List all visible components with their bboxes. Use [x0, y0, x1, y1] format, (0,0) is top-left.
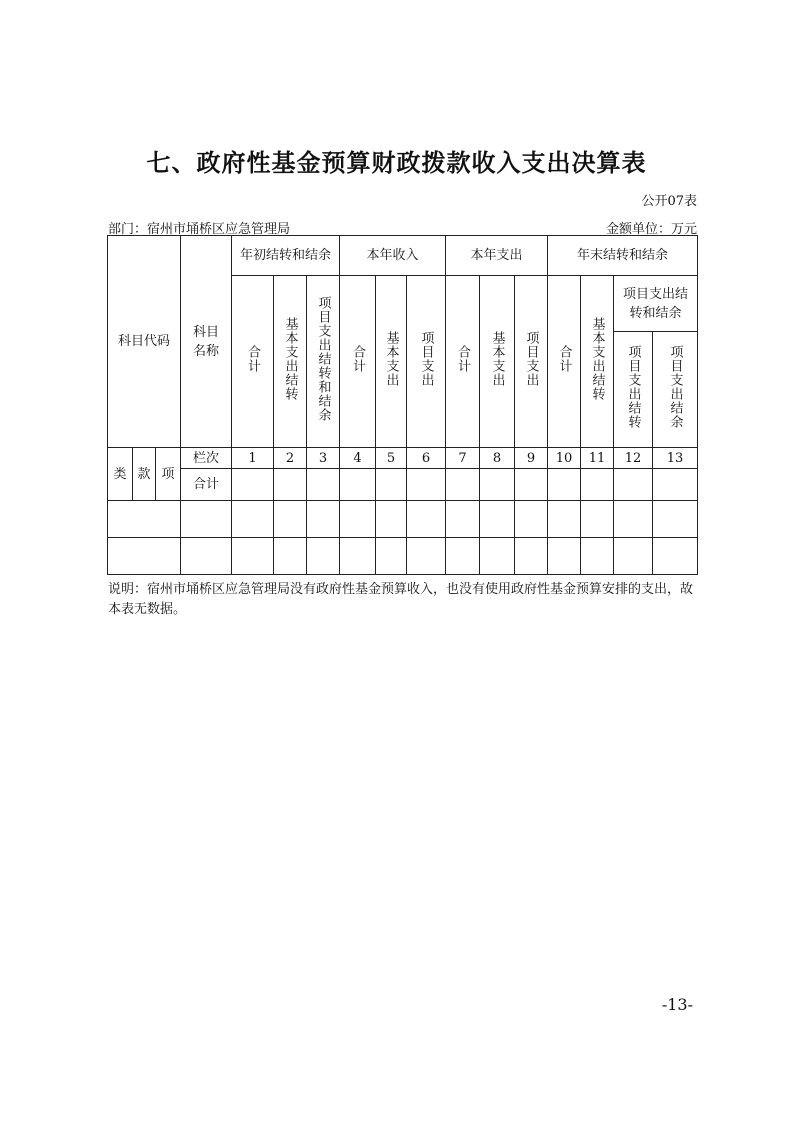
header-end-project: 项目支出结转和结余 [614, 276, 698, 332]
column-number: 1 [232, 448, 274, 469]
header-expense-project: 项目支出 [515, 276, 548, 448]
table-cell [480, 469, 515, 501]
table-cell [407, 501, 446, 538]
column-number: 5 [376, 448, 407, 469]
table-cell [548, 538, 581, 575]
table-cell [653, 469, 698, 501]
table-cell [581, 501, 614, 538]
table-cell [548, 501, 581, 538]
form-number: 公开07表 [641, 194, 697, 209]
column-number: 2 [274, 448, 307, 469]
column-number: 10 [548, 448, 581, 469]
header-expense-basic: 基本支出 [480, 276, 515, 448]
table-cell [108, 538, 181, 575]
table-cell [274, 501, 307, 538]
table-cell [446, 469, 480, 501]
header-begin-basic: 基本支出结转 [274, 276, 307, 448]
table-cell [232, 501, 274, 538]
header-income: 本年收入 [340, 236, 446, 276]
header-begin-project: 项目支出结转和结余 [307, 276, 340, 448]
explanation-note: 说明：宿州市埇桥区应急管理局没有政府性基金预算收入，也没有使用政府性基金预算安排的支出，故本表无数据。 [108, 582, 694, 617]
header-income-project: 项目支出 [407, 276, 446, 448]
table-cell [232, 538, 274, 575]
page-number: -13- [661, 995, 693, 1014]
column-number: 12 [614, 448, 653, 469]
table-cell [376, 501, 407, 538]
budget-table [107, 235, 698, 575]
column-number: 7 [446, 448, 480, 469]
table-cell [108, 501, 181, 538]
table-cell [307, 501, 340, 538]
column-number: 4 [340, 448, 376, 469]
table-cell [340, 469, 376, 501]
table-cell [232, 469, 274, 501]
table-cell [446, 501, 480, 538]
header-income-total: 合计 [340, 276, 376, 448]
total-row [108, 469, 698, 501]
table-cell [274, 538, 307, 575]
table-cell [181, 501, 232, 538]
table-cell [515, 469, 548, 501]
column-number: 3 [307, 448, 340, 469]
column-number: 8 [480, 448, 515, 469]
table-cell [548, 469, 581, 501]
table-cell [407, 469, 446, 501]
header-end-project-surplus: 项目支出结余 [653, 332, 698, 448]
table-cell [480, 501, 515, 538]
table-cell [581, 469, 614, 501]
table-cell [653, 538, 698, 575]
table-cell [307, 538, 340, 575]
table-cell [581, 538, 614, 575]
table-cell [340, 538, 376, 575]
header-end-basic: 基本支出结转 [581, 276, 614, 448]
header-subject-code: 科目代码 [108, 236, 181, 448]
table-cell [407, 538, 446, 575]
table-cell [376, 469, 407, 501]
page-title: 七、政府性基金预算财政拨款收入支出决算表 [146, 148, 647, 177]
table-cell [307, 469, 340, 501]
header-lei: 类 [108, 448, 133, 501]
header-begin-total: 合计 [232, 276, 274, 448]
header-end-balance: 年末结转和结余 [548, 236, 698, 276]
header-kuan: 款 [133, 448, 156, 501]
total-label: 合计 [181, 469, 232, 501]
table-row [108, 501, 698, 538]
header-expense-total: 合计 [446, 276, 480, 448]
column-number: 13 [653, 448, 698, 469]
header-end-project-carry: 项目支出结转 [614, 332, 653, 448]
table-cell [515, 501, 548, 538]
column-number: 6 [407, 448, 446, 469]
table-cell [340, 501, 376, 538]
table-cell [515, 538, 548, 575]
header-expense: 本年支出 [446, 236, 548, 276]
table-row [108, 538, 698, 575]
column-number: 9 [515, 448, 548, 469]
column-number-label: 栏次 [181, 448, 232, 469]
table-cell [614, 469, 653, 501]
table-cell [480, 538, 515, 575]
amount-unit: 金额单位：万元 [605, 222, 697, 237]
table-cell [181, 538, 232, 575]
header-income-basic: 基本支出 [376, 276, 407, 448]
header-xiang: 项 [156, 448, 181, 501]
header-begin-balance: 年初结转和结余 [232, 236, 340, 276]
table-cell [614, 538, 653, 575]
table-cell [376, 538, 407, 575]
column-number: 11 [581, 448, 614, 469]
table-cell [446, 538, 480, 575]
header-end-total: 合计 [548, 276, 581, 448]
table-cell [653, 501, 698, 538]
table-cell [614, 501, 653, 538]
table-cell [274, 469, 307, 501]
department-label: 部门：宿州市埇桥区应急管理局 [108, 222, 291, 237]
header-subject-name: 科目名称 [181, 236, 232, 448]
